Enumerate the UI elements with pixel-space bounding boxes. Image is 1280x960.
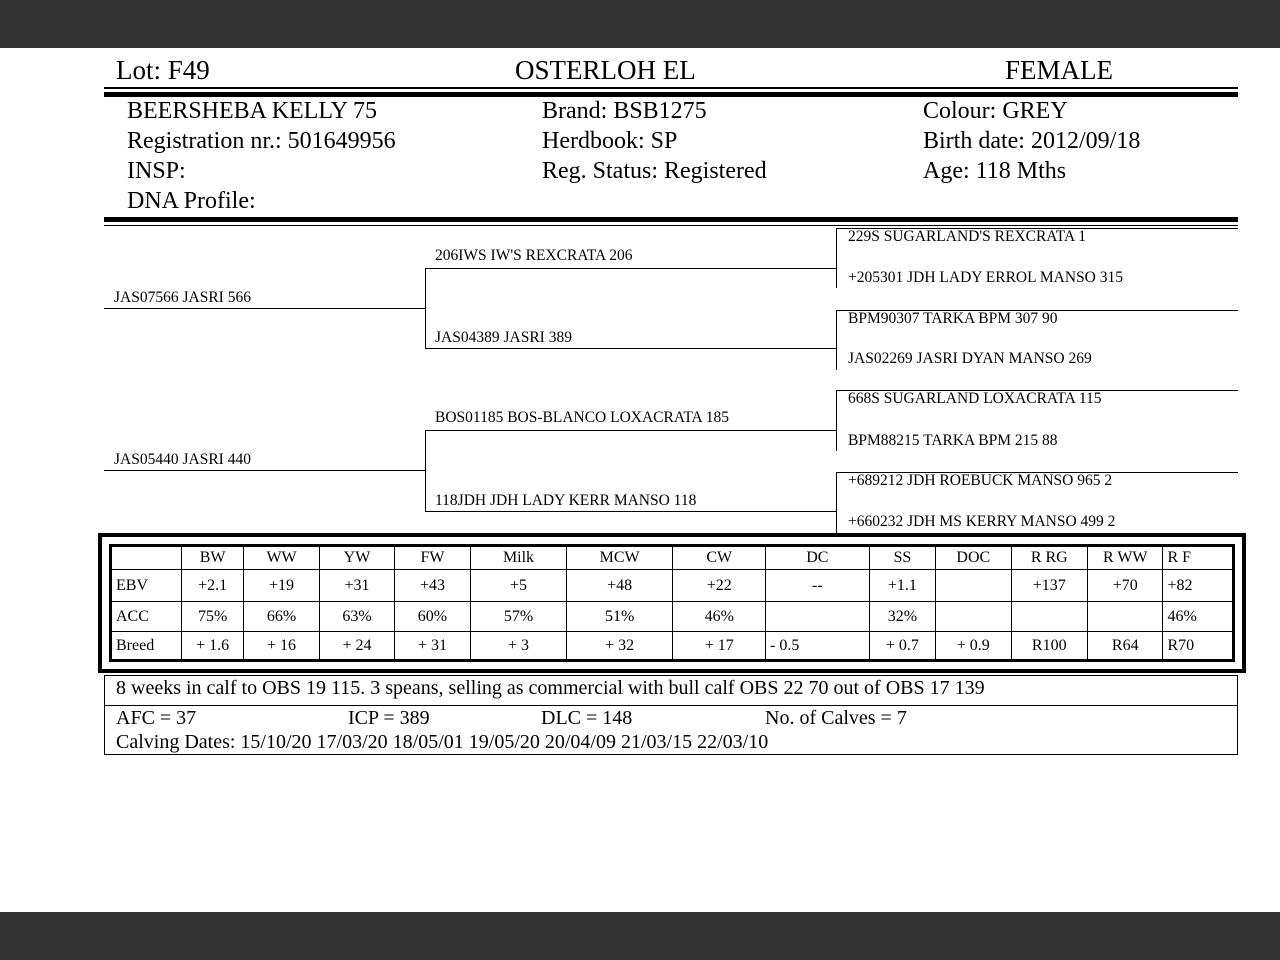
- pedigree-line: [836, 472, 837, 533]
- ebv-header-cell: [112, 547, 182, 570]
- animal-name: BEERSHEBA KELLY 75: [127, 98, 378, 124]
- ebv-cell: 75%: [182, 602, 243, 632]
- sale-remark: 8 weeks in calf to OBS 19 115. 3 speans, selling as commercial with bull calf OBS 22 70 out of OBS 17 139: [116, 677, 985, 699]
- ebv-cell: 60%: [394, 602, 470, 632]
- ebv-cell: + 32: [566, 632, 673, 660]
- ebv-cell: +5: [471, 570, 567, 602]
- brand-field: Brand: BSB1275: [542, 98, 707, 124]
- reg-status-field: Reg. Status: Registered: [542, 158, 767, 184]
- ebv-cell: 66%: [243, 602, 319, 632]
- animal-herd-name: OSTERLOH EL: [515, 55, 696, 85]
- pedigree-line: [425, 511, 836, 512]
- ebv-header-cell: YW: [320, 547, 394, 570]
- ebv-table: [111, 546, 1233, 660]
- ebv-cell: +31: [320, 570, 394, 602]
- calves-count: No. of Calves = 7: [765, 707, 907, 729]
- lot-number: Lot: F49: [116, 55, 210, 85]
- dlc-value: DLC = 148: [541, 707, 633, 729]
- ebv-cell: R100: [1011, 632, 1087, 660]
- ebv-header-cell: DC: [766, 547, 870, 570]
- pedigree-line: [425, 430, 836, 431]
- ebv-row-label: Breed: [112, 632, 182, 660]
- ebv-cell: +43: [394, 570, 470, 602]
- pedigree-dam: JAS05440 JASRI 440: [114, 451, 251, 468]
- herdbook-field: Herdbook: SP: [542, 128, 678, 154]
- notes-box: [104, 675, 1238, 755]
- pedigree-dds: +689212 JDH ROEBUCK MANSO 965 2: [848, 472, 1113, 489]
- top-letterbox-bar: [0, 0, 1280, 48]
- pedigree-sire-sire: 206IWS IW'S REXCRATA 206: [435, 247, 633, 264]
- ebv-cell: + 16: [243, 632, 319, 660]
- ebv-cell: + 31: [394, 632, 470, 660]
- icp-value: ICP = 389: [348, 707, 430, 729]
- pedigree-line: [425, 348, 836, 349]
- afc-value: AFC = 37: [116, 707, 197, 729]
- pedigree-dam-sire: BOS01185 BOS-BLANCO LOXACRATA 185: [435, 409, 730, 426]
- pedigree-sss: 229S SUGARLAND'S REXCRATA 1: [848, 228, 1086, 245]
- pedigree-ddd: +660232 JDH MS KERRY MANSO 499 2: [848, 513, 1116, 530]
- ebv-row-label: ACC: [112, 602, 182, 632]
- ebv-cell: +1.1: [869, 570, 935, 602]
- ebv-cell: 32%: [869, 602, 935, 632]
- pedigree-line: [836, 228, 837, 288]
- ebv-cell: + 3: [471, 632, 567, 660]
- ebv-cell: 46%: [673, 602, 766, 632]
- ebv-header-cell: MCW: [566, 547, 673, 570]
- ebv-header-cell: Milk: [471, 547, 567, 570]
- acc-row: [112, 602, 1233, 632]
- pedigree-line: [836, 310, 837, 370]
- ebv-table-frame: [98, 533, 1246, 673]
- ebv-cell: [936, 570, 1011, 602]
- calving-dates: Calving Dates: 15/10/20 17/03/20 18/05/01 19/05/20 20/04/09 21/03/15 22/03/10: [116, 731, 769, 753]
- ebv-header-cell: BW: [182, 547, 243, 570]
- pedigree-line: [836, 390, 837, 451]
- ebv-cell: [936, 602, 1011, 632]
- ebv-cell: 63%: [320, 602, 394, 632]
- ebv-cell: 46%: [1163, 602, 1233, 632]
- header-rule-thin: [104, 87, 1238, 89]
- ebv-header-cell: SS: [869, 547, 935, 570]
- pedigree-dss: 668S SUGARLAND LOXACRATA 115: [848, 390, 1102, 407]
- birth-date-field: Birth date: 2012/09/18: [923, 128, 1141, 154]
- ebv-header-row: [112, 547, 1233, 570]
- ebv-cell: +22: [673, 570, 766, 602]
- ebv-cell: + 1.6: [182, 632, 243, 660]
- pedigree-dam-dam: 118JDH JDH LADY KERR MANSO 118: [435, 492, 697, 509]
- ebv-cell: +137: [1011, 570, 1087, 602]
- pedigree-sire-dam: JAS04389 JASRI 389: [435, 329, 572, 346]
- age-field: Age: 118 Mths: [923, 158, 1067, 184]
- ebv-row: [112, 570, 1233, 602]
- pedigree-sds: BPM90307 TARKA BPM 307 90: [848, 310, 1058, 327]
- ebv-cell: + 17: [673, 632, 766, 660]
- animal-sex: FEMALE: [1005, 55, 1113, 85]
- ebv-header-cell: R WW: [1088, 547, 1163, 570]
- pedigree-line: [425, 430, 426, 512]
- header-rule-thick: [104, 92, 1238, 97]
- ebv-cell: - 0.5: [766, 632, 870, 660]
- ebv-cell: +48: [566, 570, 673, 602]
- ebv-cell: 57%: [471, 602, 567, 632]
- ebv-header-cell: R RG: [1011, 547, 1087, 570]
- registration-number: Registration nr.: 501649956: [127, 128, 396, 154]
- ebv-cell: +19: [243, 570, 319, 602]
- insp-field: INSP:: [127, 158, 186, 184]
- colour-field: Colour: GREY: [923, 98, 1068, 124]
- ebv-cell: --: [766, 570, 870, 602]
- ebv-header-cell: R F: [1163, 547, 1233, 570]
- pedigree-line: [425, 268, 836, 269]
- pedigree-sdd: JAS02269 JASRI DYAN MANSO 269: [848, 350, 1092, 367]
- ebv-row-label: EBV: [112, 570, 182, 602]
- ebv-header-cell: WW: [243, 547, 319, 570]
- ebv-cell: [766, 602, 870, 632]
- ebv-cell: + 0.9: [936, 632, 1011, 660]
- ebv-cell: + 24: [320, 632, 394, 660]
- ebv-header-cell: DOC: [936, 547, 1011, 570]
- ebv-cell: + 0.7: [869, 632, 935, 660]
- breed-row: [112, 632, 1233, 660]
- info-rule-thin: [104, 225, 1238, 226]
- pedigree-sire: JAS07566 JASRI 566: [114, 289, 251, 306]
- ebv-cell: +70: [1088, 570, 1163, 602]
- pedigree-line: [104, 470, 425, 471]
- ebv-header-cell: FW: [394, 547, 470, 570]
- ebv-header-cell: CW: [673, 547, 766, 570]
- ebv-cell: +2.1: [182, 570, 243, 602]
- ebv-cell: 51%: [566, 602, 673, 632]
- ebv-cell: +82: [1163, 570, 1233, 602]
- info-rule-thick: [104, 217, 1238, 222]
- pedigree-line: [425, 268, 426, 349]
- ebv-cell: [1088, 602, 1163, 632]
- pedigree-ssd: +205301 JDH LADY ERROL MANSO 315: [848, 269, 1123, 286]
- ebv-cell: R70: [1163, 632, 1233, 660]
- pedigree-line: [104, 308, 425, 309]
- bottom-letterbox-bar: [0, 912, 1280, 960]
- ebv-cell: [1011, 602, 1087, 632]
- ebv-cell: R64: [1088, 632, 1163, 660]
- notes-divider: [105, 705, 1237, 706]
- pedigree-dsd: BPM88215 TARKA BPM 215 88: [848, 432, 1058, 449]
- dna-profile-field: DNA Profile:: [127, 188, 256, 214]
